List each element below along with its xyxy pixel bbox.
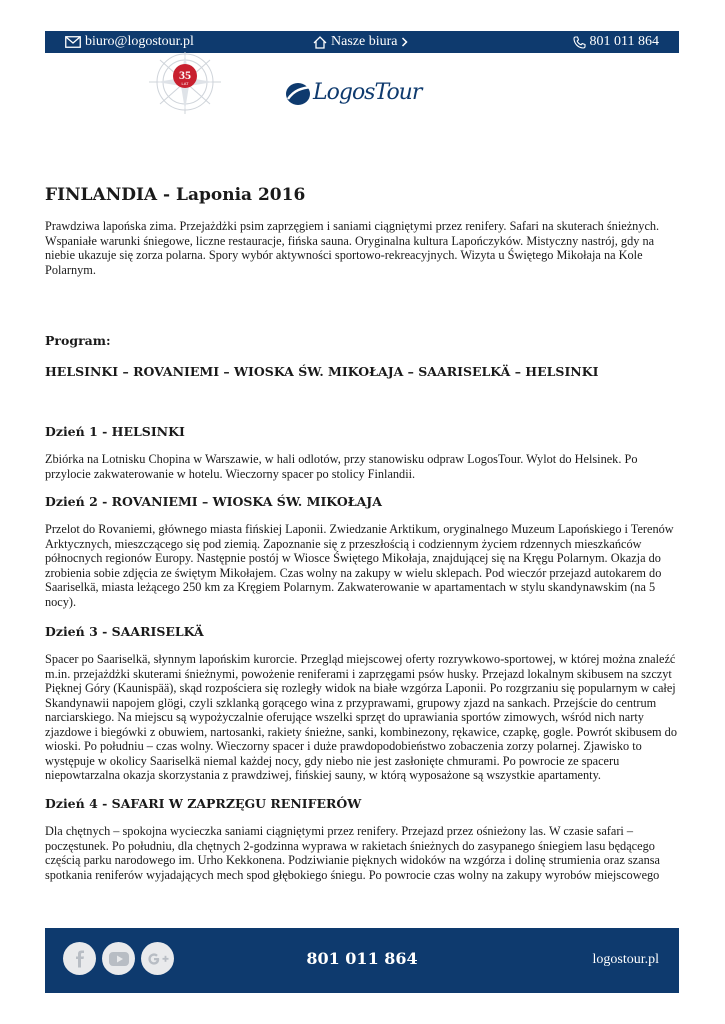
top-contact-bar bbox=[45, 31, 679, 53]
day-3-text: Spacer po Saariselkä, słynnym lapońskim kurorcie. Przegląd miejscowej oferty rozrywkowo-sportowej, w której można znaleźć m.in. przejażdżki skuterami śnieżnymi, powożenie reniferami i zaprzęgami psów husky. Przejazd lokalnym skibusem na szczyt Pięknej Góry (Kaunispää), skąd rozpościera się rozległy widok na białe wzgórza Laponii. Po rozgrzaniu się popularnym w całej Skandynawii napojem glögi, czyli szklanką gorącego wina z przyprawami, grupowy zjazd na sankach. Przejście do centrum narciarskiego. Na miejscu są wypożyczalnie oferujące wszelki sprzęt do uprawiania sportów zimowych, wśród nich narty zjazdowe i biegówki z obuwiem, nartosanki, rakiety śnieżne, sanki, kombinezony, rękawice, czapkę, gogle. Powrót skibusem do wioski. Po południu – czas wolny. Wieczorny spacer i duże prawdopodobieństwo zobaczenia zorzy polarnej. Zjawisko to występuje w okolicy Saariselkä niemal każdej nocy, gdy niebo nie jest zasłonięte chmurami. Po powrocie ze spaceru niepowtarzalna okazja skorzystania z prawdziwej, fińskiej sauny, w którą wyposażone są wszystkie apartamenty. bbox=[45, 652, 677, 782]
phone-text: 801 011 864 bbox=[589, 34, 659, 49]
day-3-heading: Dzień 3 - SAARISELKÄ bbox=[45, 624, 204, 639]
envelope-icon bbox=[65, 36, 81, 48]
route-heading: HELSINKI – ROVANIEMI – WIOSKA ŚW. MIKOŁAJA – SAARISELKÄ – HELSINKI bbox=[45, 364, 599, 379]
phone-icon bbox=[573, 36, 586, 49]
footer-bar bbox=[45, 928, 679, 993]
badge-number: 35 bbox=[179, 68, 191, 82]
email-link[interactable] bbox=[65, 34, 194, 50]
logostour-logo[interactable] bbox=[285, 78, 422, 118]
phone-link[interactable] bbox=[573, 34, 659, 50]
day-2-heading: Dzień 2 - ROVANIEMI – WIOSKA ŚW. MIKOŁAJA bbox=[45, 494, 382, 509]
anniversary-badge bbox=[145, 52, 225, 116]
badge-label: LAT bbox=[181, 81, 189, 86]
logo-wordmark: LogosTour bbox=[313, 80, 422, 105]
day-1-heading: Dzień 1 - HELSINKI bbox=[45, 424, 185, 439]
offices-link[interactable] bbox=[313, 34, 408, 50]
footer-website-link[interactable]: logostour.pl bbox=[592, 952, 659, 967]
day-2-text: Przelot do Rovaniemi, głównego miasta fińskiej Laponii. Zwiedzanie Arktikum, oryginalnego Muzeum Lapońskiego i Terenów Arktycznych, mieszczącego się pod ziemią. Zapoznanie się z przeszłością i codziennym życiem rdzennych mieszkańców północnych regionów Europy. Następnie postój w Wiosce Świętego Mikołaja, znajdującej się na Kręgu Polarnym. Okazja do zrobienia sobie zdjęcia ze świętym Mikołajem. Czas wolny na zakupy w wielu sklepach. Pod wieczór przejazd autokarem do Saariselkä, miasta leżącego 250 km za Kręgiem Polarnym. Zakwaterowanie w apartamentach w stylu skandynawskim (na 5 nocy). bbox=[45, 522, 674, 609]
footer-phone[interactable]: 801 011 864 bbox=[306, 949, 418, 968]
program-label: Program: bbox=[45, 333, 111, 348]
globe-swoosh-icon bbox=[285, 80, 313, 108]
email-text: biuro@logostour.pl bbox=[85, 34, 194, 49]
day-4-heading: Dzień 4 - SAFARI W ZAPRZĘGU RENIFERÓW bbox=[45, 796, 362, 811]
intro-paragraph: Prawdziwa lapońska zima. Przejażdżki psim zaprzęgiem i saniami ciągniętymi przez renifery. Safari na skuterach śnieżnych. Wspaniałe warunki śniegowe, liczne restauracje, fińska sauna. Oryginalna kultura Lapończyków. Mistyczny nastrój, gdy na niebie ukazuje się zorza polarna. Spory wybór aktywności sportowo-rekreacyjnych. Wizyta u Świętego Mikołaja na Kole Polarnym. bbox=[45, 219, 660, 277]
page-title: FINLANDIA - Laponia 2016 bbox=[45, 185, 306, 205]
home-icon bbox=[313, 36, 327, 49]
chevron-right-icon bbox=[401, 37, 408, 47]
day-1-text: Zbiórka na Lotnisku Chopina w Warszawie, w hali odlotów, przy stanowisku odpraw LogosTour. Wylot do Helsinek. Po przylocie zakwaterowanie w hotelu. Wieczorny spacer po stolicy Finlandii. bbox=[45, 452, 638, 481]
offices-text: Nasze biura bbox=[331, 34, 398, 49]
day-4-text: Dla chętnych – spokojna wycieczka saniami ciągniętymi przez renifery. Przejazd przez ośnieżony las. W czasie safari – poczęstunek. Po południu, dla chętnych 2-godzinna wyprawa w rakietach śnieżnych do zasypanego śniegiem lasu będącego częścią parku narodowego im. Urho Kekkonena. Podziwianie pięknych widoków na wzgórza i dolinę strumienia oraz szansa spotkania reniferów wyjadających mech spod głębokiego śniegu. Po powrocie czas wolny na zakupy wyrobów miejscowego bbox=[45, 824, 660, 882]
